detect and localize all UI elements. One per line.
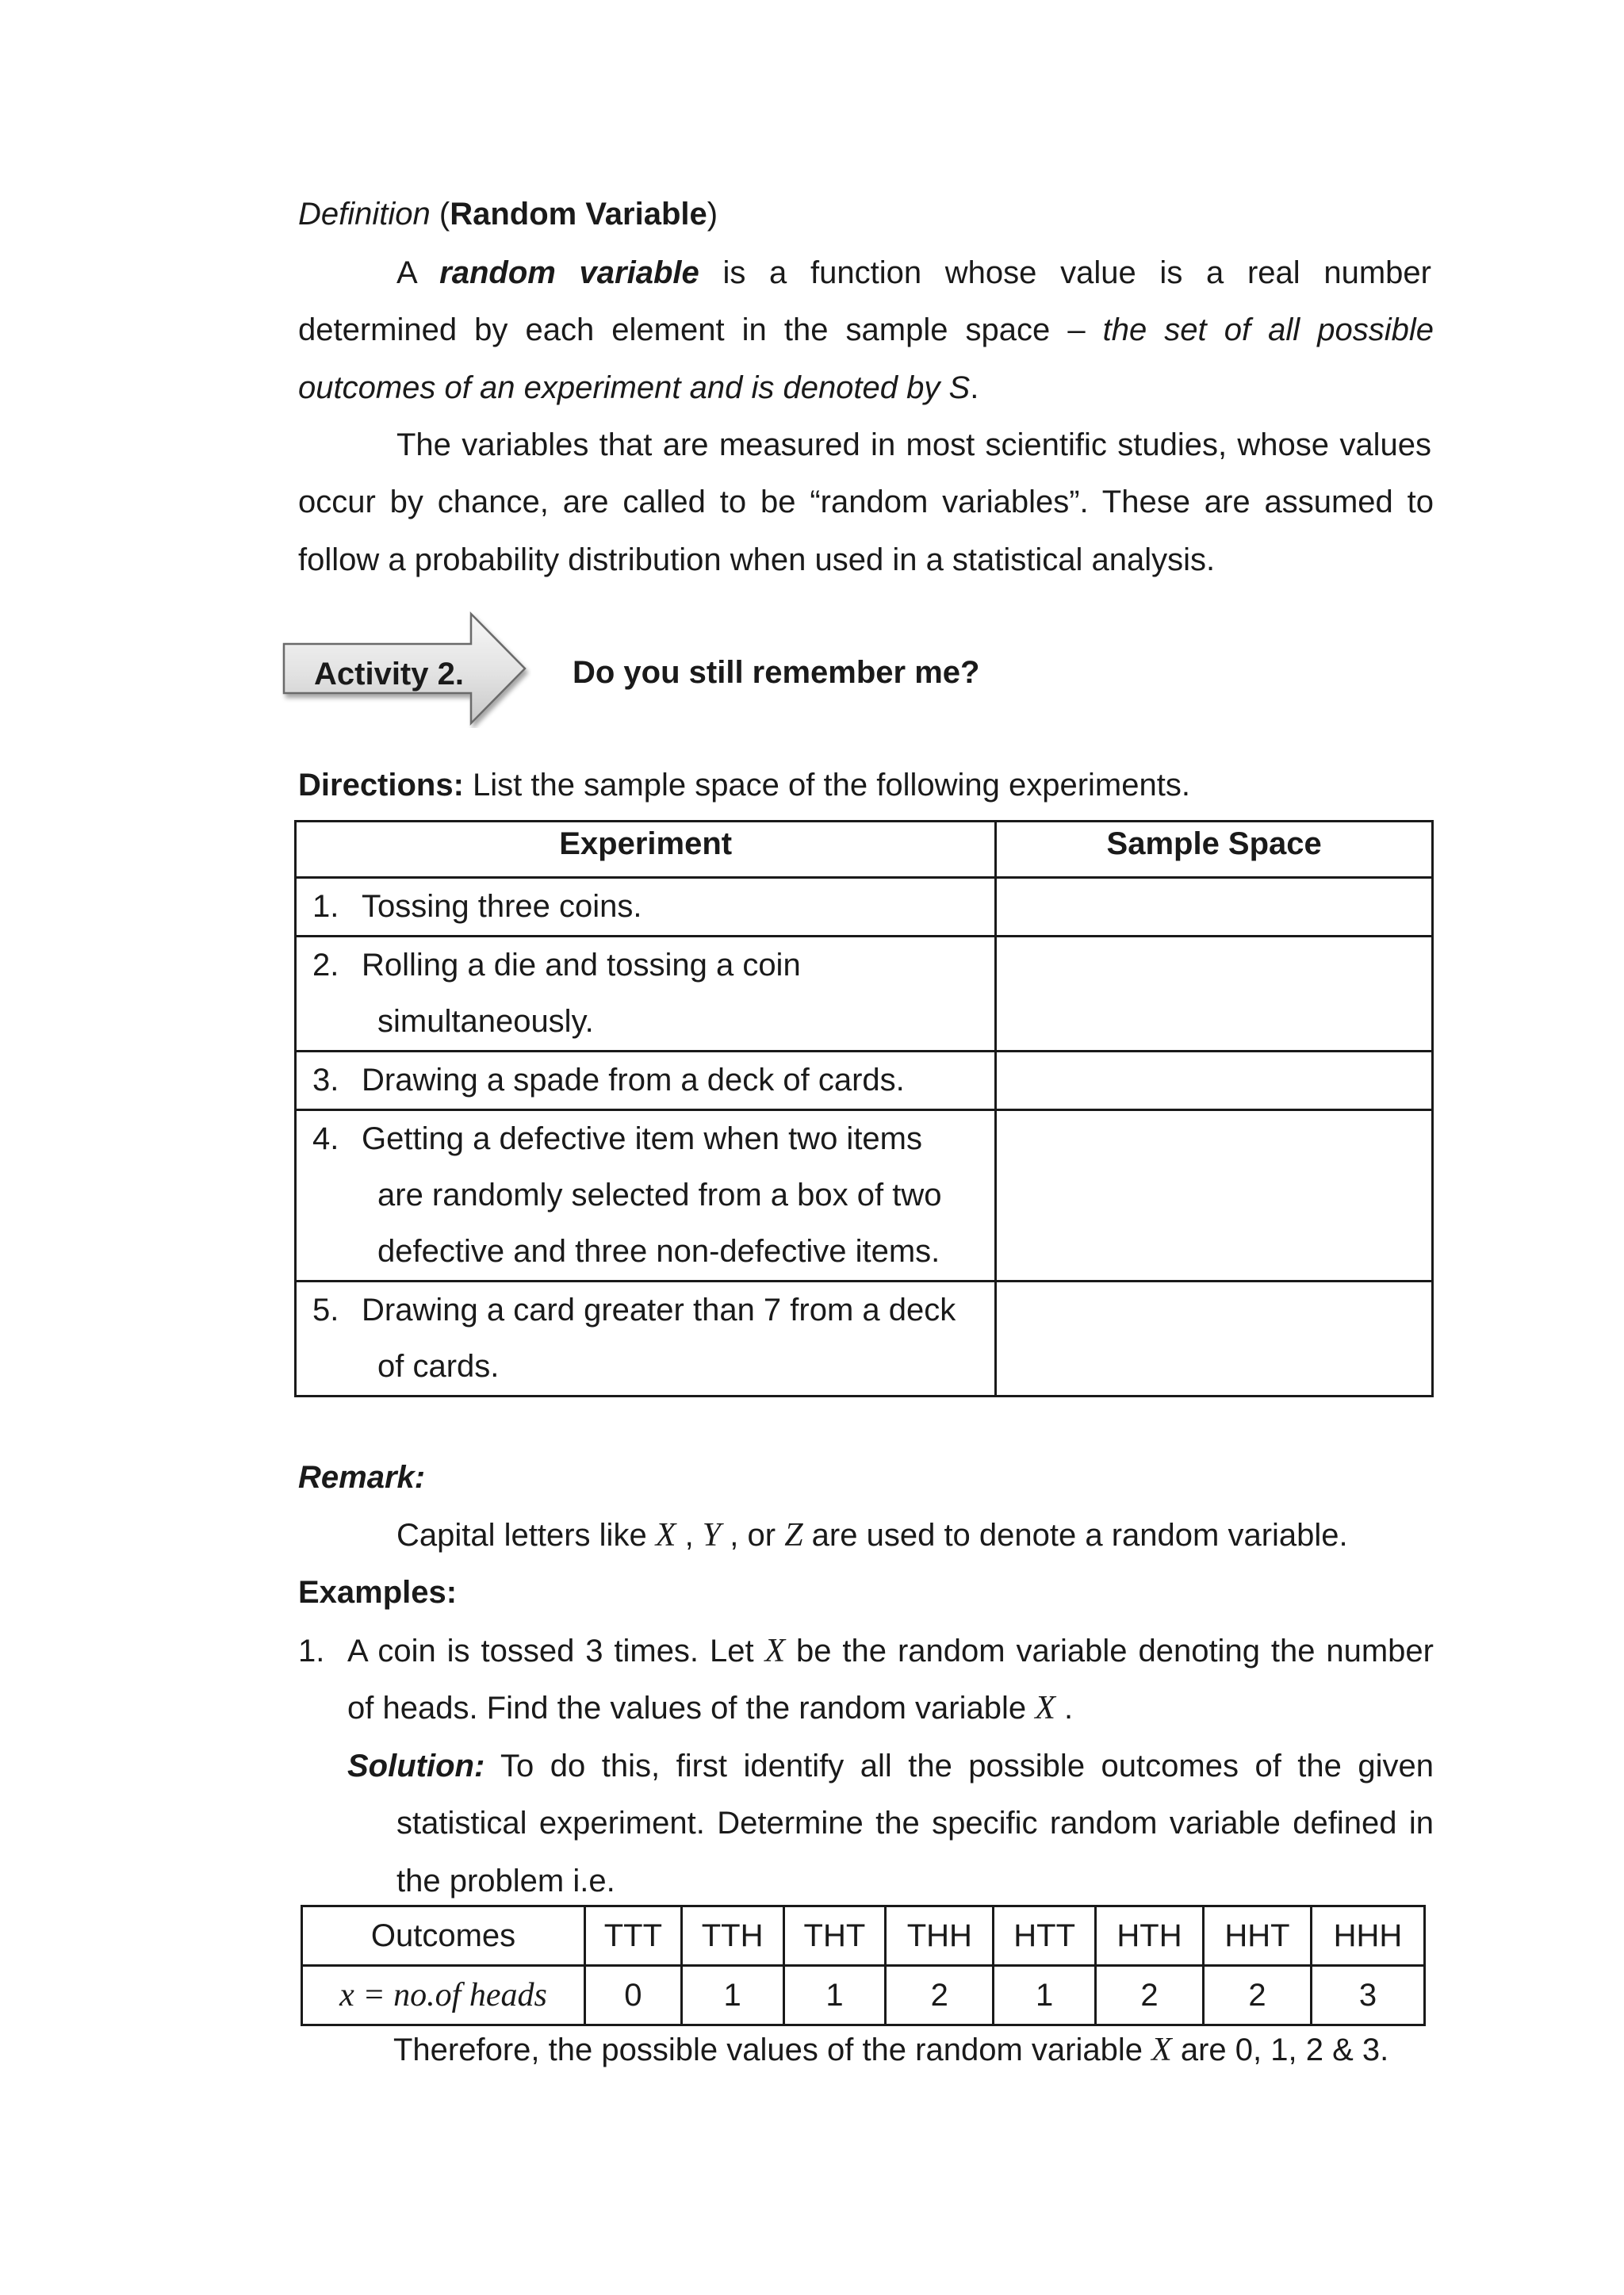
experiment-cell bbox=[296, 1052, 996, 1110]
solution-label: Solution: bbox=[347, 1749, 485, 1784]
experiment-text: simultaneously. bbox=[377, 1004, 594, 1039]
table-row bbox=[296, 1282, 1433, 1397]
experiment-cell bbox=[296, 1282, 996, 1397]
term-random-variable: random variable bbox=[439, 255, 699, 290]
heads-value-cell: 2 bbox=[886, 1966, 994, 2025]
example-line2-b: . bbox=[1055, 1691, 1074, 1726]
para1-line3-italic: outcomes of an experiment and is denoted by S bbox=[298, 370, 971, 405]
experiment-text: are randomly selected from a box of two bbox=[377, 1178, 942, 1213]
outcome-cell: TTT bbox=[585, 1906, 682, 1966]
paren-open: ( bbox=[430, 197, 450, 232]
directions-text: List the sample space of the following experiments. bbox=[463, 768, 1190, 803]
heads-value-cell: 3 bbox=[1311, 1966, 1424, 2025]
outcomes-table bbox=[301, 1905, 1426, 2026]
outcome-cell: THT bbox=[783, 1906, 886, 1966]
row-number: 1. bbox=[312, 889, 339, 924]
para1-line1-rest: is a function whose value is a real number bbox=[699, 255, 1431, 290]
table-row bbox=[296, 937, 1433, 1052]
heads-value-cell: 0 bbox=[585, 1966, 682, 2025]
row-number: 4. bbox=[312, 1121, 339, 1156]
solution-line1 bbox=[347, 1747, 1434, 1785]
experiments-table bbox=[294, 820, 1434, 1397]
outcomes-label: Outcomes bbox=[302, 1906, 585, 1966]
experiments-table-header bbox=[296, 822, 1433, 878]
experiment-cell bbox=[296, 937, 996, 1052]
remark-text bbox=[396, 1516, 1348, 1554]
para1-line2 bbox=[298, 311, 1434, 349]
sample-space-cell[interactable] bbox=[996, 1282, 1433, 1397]
directions bbox=[298, 766, 1190, 804]
row-number: 5. bbox=[312, 1293, 339, 1328]
outcome-cell: HHH bbox=[1311, 1906, 1424, 1966]
remark-sep1: , bbox=[676, 1518, 703, 1553]
example-line1-b: be the random variable denoting the number bbox=[785, 1634, 1434, 1669]
header-experiment: Experiment bbox=[296, 822, 996, 878]
outcome-cell: HHT bbox=[1204, 1906, 1312, 1966]
para1-line2-normal: determined by each element in the sample space – bbox=[298, 312, 1103, 347]
para1-line3 bbox=[298, 369, 979, 407]
remark-label: Remark: bbox=[298, 1460, 426, 1495]
solution-line2: statistical experiment. Determine the specific random variable defined in bbox=[396, 1806, 1434, 1841]
conclusion-text-after: are 0, 1, 2 & 3. bbox=[1171, 2033, 1389, 2067]
conclusion bbox=[393, 2031, 1388, 2069]
experiment-text: Getting a defective item when two items bbox=[362, 1121, 922, 1156]
var-x: X bbox=[1035, 1690, 1055, 1726]
para1-line2-italic: the set of all possible bbox=[1102, 312, 1434, 347]
experiment-cell bbox=[296, 878, 996, 937]
remark-text-after: are used to denote a random variable. bbox=[802, 1518, 1348, 1553]
definition-heading bbox=[298, 195, 718, 233]
para1-start: A bbox=[396, 255, 440, 290]
var-z: Z bbox=[784, 1517, 803, 1554]
table-row bbox=[296, 1052, 1433, 1110]
heads-value-cell: 1 bbox=[681, 1966, 783, 2025]
conclusion-text-before: Therefore, the possible values of the random variable bbox=[393, 2033, 1152, 2067]
experiment-text: defective and three non-defective items. bbox=[377, 1234, 940, 1269]
experiment-text: Drawing a spade from a deck of cards. bbox=[362, 1063, 905, 1098]
directions-label: Directions: bbox=[298, 768, 464, 803]
heads-row bbox=[302, 1966, 1425, 2025]
example-line1 bbox=[347, 1632, 1434, 1670]
definition-title: Random Variable bbox=[450, 197, 707, 232]
remark-text-before: Capital letters like bbox=[396, 1518, 656, 1553]
table-row bbox=[296, 1110, 1433, 1282]
example-number: 1. bbox=[298, 1634, 325, 1669]
examples-label: Examples: bbox=[298, 1575, 458, 1610]
experiment-cell bbox=[296, 1110, 996, 1282]
var-x: X bbox=[1151, 2032, 1172, 2068]
solution-line3: the problem i.e. bbox=[396, 1864, 615, 1898]
var-x: X bbox=[655, 1517, 676, 1554]
heads-value-cell: 2 bbox=[1204, 1966, 1312, 2025]
experiment-text: Rolling a die and tossing a coin bbox=[362, 948, 801, 983]
heads-value-cell: 1 bbox=[783, 1966, 886, 2025]
sample-space-cell[interactable] bbox=[996, 937, 1433, 1052]
example-line2 bbox=[347, 1689, 1073, 1727]
sample-space-cell[interactable] bbox=[996, 1110, 1433, 1282]
outcome-cell: HTT bbox=[994, 1906, 1096, 1966]
solution-text: To do this, first identify all the possible outcomes of the given bbox=[485, 1749, 1434, 1784]
sample-space-cell[interactable] bbox=[996, 1052, 1433, 1110]
heads-value-cell: 2 bbox=[1096, 1966, 1204, 2025]
experiment-text: Drawing a card greater than 7 from a deck bbox=[362, 1293, 956, 1328]
para2-line2: occur by chance, are called to be “random variables”. These are assumed to bbox=[298, 485, 1434, 519]
para2-line1: The variables that are measured in most scientific studies, whose values bbox=[396, 427, 1431, 462]
example-line1-a: A coin is tossed 3 times. Let bbox=[347, 1634, 765, 1669]
activity-label: Activity 2. bbox=[314, 657, 464, 692]
var-x: X bbox=[764, 1633, 786, 1669]
heads-value-cell: 1 bbox=[994, 1966, 1096, 2025]
paren-close: ) bbox=[707, 197, 718, 232]
sample-space-cell[interactable] bbox=[996, 878, 1433, 937]
experiment-text: Tossing three coins. bbox=[362, 889, 642, 924]
para1-line1 bbox=[396, 254, 1431, 292]
experiment-text: of cards. bbox=[377, 1349, 500, 1384]
outcome-cell: HTH bbox=[1096, 1906, 1204, 1966]
para1-line3-end: . bbox=[970, 370, 979, 405]
outcome-cell: THH bbox=[886, 1906, 994, 1966]
row-number: 2. bbox=[312, 948, 339, 983]
header-sample-space: Sample Space bbox=[996, 822, 1433, 878]
heads-label: x = no.of heads bbox=[302, 1966, 585, 2025]
outcomes-row bbox=[302, 1906, 1425, 1966]
remark-sep2: , or bbox=[721, 1518, 785, 1553]
outcome-cell: TTH bbox=[681, 1906, 783, 1966]
para2-line3: follow a probability distribution when used in a statistical analysis. bbox=[298, 542, 1216, 577]
activity-title: Do you still remember me? bbox=[573, 655, 980, 690]
row-number: 3. bbox=[312, 1063, 339, 1098]
example-line2-a: of heads. Find the values of the random variable bbox=[347, 1691, 1036, 1726]
definition-label: Definition bbox=[298, 197, 431, 232]
table-row bbox=[296, 878, 1433, 937]
var-y: Y bbox=[702, 1517, 722, 1554]
